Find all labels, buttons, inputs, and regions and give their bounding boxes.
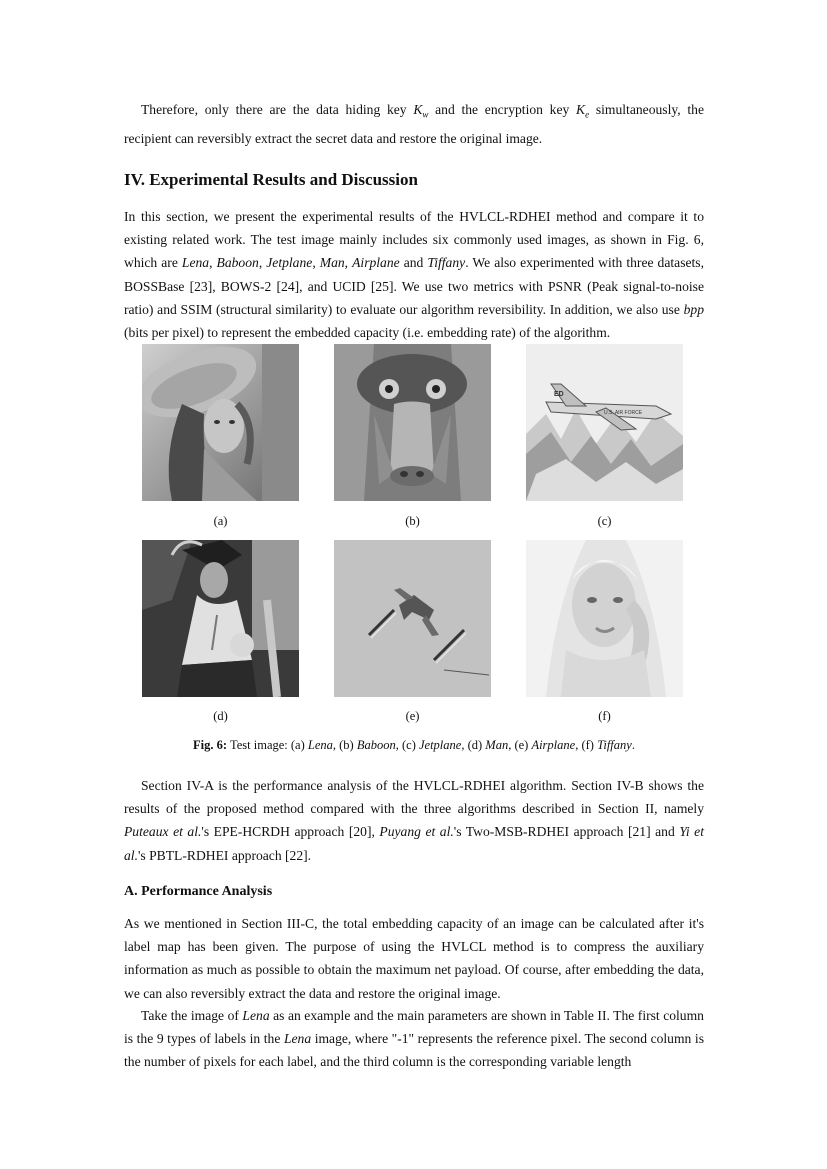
caption-airplane: Airplane [531, 738, 576, 752]
p2-puyang: Puyang et al. [379, 824, 454, 840]
caption-label: Fig. 6: [193, 738, 228, 752]
subsectionA-paragraph2-block [124, 1004, 704, 1074]
test-image-baboon [334, 344, 491, 501]
key-kw-sub: w [422, 109, 429, 120]
p1-and: and [399, 255, 428, 271]
p1-text-c: (bits per pixel) to represent the embedded capacity (i.e. embedding rate) of the algorithm. [124, 325, 611, 341]
p2-yi: Yi et al. [124, 824, 704, 863]
caption-text-5: (e) [511, 738, 532, 752]
section-heading-iv: IV. Experimental Results and Discussion [124, 170, 418, 189]
sublabel-c: (c) [597, 514, 612, 528]
intro-paragraph [124, 98, 704, 150]
caption-baboon: Baboon [356, 738, 396, 752]
p2-puteaux: Puteaux et al. [124, 824, 202, 840]
p1-lena: Lena [181, 255, 210, 271]
caption-text-4: , (d) [461, 738, 486, 752]
subsectionA-paragraph1-block [124, 912, 704, 1005]
p1-jetplane: Jetplane [266, 255, 313, 271]
a2-lena: Lena [242, 1008, 270, 1023]
test-image-lena [142, 344, 299, 501]
p1-text-b: . We also experimented with three datasets, BOSSBase [23], BOWS-2 [24], and UCID [25]. We use two metrics with PSNR (Peak signal-to-noise ratio) and SSIM (structural similarity) to evaluate our algorithm reversibility. In addition, we also use [124, 255, 704, 317]
test-image-airplane [334, 540, 491, 697]
figure-6 [124, 344, 704, 724]
p2-text-d: 's PBTL-RDHEI approach [22]. [137, 847, 312, 863]
a2-text-c: image, where "-1" represents the reference pixel. The second column is the number of pixels for each label, and the third column is the corresponding variable length [124, 1031, 704, 1070]
caption-text-3: , (c) [395, 738, 419, 752]
jetplane-image-icon [526, 344, 683, 501]
a2-text-a: Take the image of [141, 1008, 243, 1023]
sublabel-a: (a) [213, 514, 228, 528]
p1-man: Man [319, 255, 345, 271]
section4-paragraph1 [124, 205, 704, 344]
test-image-tiffany [526, 540, 683, 697]
sublabel-b: (b) [405, 514, 420, 528]
sublabel-e: (e) [405, 709, 420, 723]
subsection-heading-a: A. Performance Analysis [124, 884, 273, 899]
p1-airplane: Airplane [352, 255, 400, 271]
key-kw: K [413, 102, 423, 117]
test-image-man [142, 540, 299, 697]
airplane-image-icon [334, 540, 491, 697]
section4-paragraph2-block [124, 774, 704, 867]
p1-text-a: In this section, we present the experimental results of the HVLCL-RDHEI method and compare it to existing related work. The test image mainly includes six commonly used images, as shown in Fig. 6, which are [124, 209, 704, 271]
plane-text: U.S. AIR FORCE [604, 410, 643, 416]
tiffany-image-icon [526, 540, 683, 697]
caption-text-1: Test image: (a) [227, 738, 308, 752]
p1-baboon: Baboon [216, 255, 259, 271]
caption-text-2: , (b) [332, 738, 357, 752]
caption-text-6: , (f) [575, 738, 598, 752]
intro-text-1: Therefore, only there are the data hiding key [141, 102, 414, 117]
section4-paragraph2 [124, 774, 704, 867]
caption-man: Man, [485, 738, 512, 752]
subsectionA-paragraph1: As we mentioned in Section III-C, the total embedding capacity of an image can be calculated after it's label map has been given. The purpose of using the HVLCL method is to compress the auxiliary information as much as possible to obtain the maximum net payload. Of course, after embedding the data, we can also reversibly extract the data and restore the original image. [124, 916, 704, 1001]
p2-text-a: Section IV-A is the performance analysis of the HVLCL-RDHEI algorithm. Section IV-B shows the results of the proposed method compared with the three algorithms described in Section II, namely [124, 778, 704, 817]
p2-text-b: 's EPE-HCRDH approach [20], [201, 824, 380, 840]
sublabel-f: (f) [598, 709, 611, 723]
figure-6-caption [124, 738, 704, 753]
p1-sep4: , [344, 255, 353, 271]
key-ke: K [576, 102, 586, 117]
a2-lena2: Lena [283, 1031, 312, 1047]
p1-tiffany: Tiffany [427, 255, 466, 271]
plane-tail-text: ED [554, 391, 564, 398]
test-image-jetplane [526, 344, 683, 501]
intro-text-3: simultaneously, the recipient can reversibly extract the secret data and restore the original image. [124, 102, 704, 146]
p2-text-c: 's Two-MSB-RDHEI approach [21] and [453, 824, 680, 840]
caption-end: . [631, 738, 635, 752]
caption-jetplane: Jetplane [418, 738, 462, 752]
section4-paragraph1-block [124, 205, 704, 344]
key-ke-sub: e [585, 109, 590, 120]
sublabel-d: (d) [213, 709, 228, 723]
p1-sep2: , [258, 255, 267, 271]
p1-sep3: , [312, 255, 320, 271]
p1-sep1: , [209, 255, 217, 271]
man-image-icon [142, 540, 299, 697]
caption-tiffany: Tiffany [597, 738, 632, 752]
lena-image-icon [142, 344, 299, 501]
p1-bpp: bpp [683, 301, 704, 317]
baboon-image-icon [334, 344, 491, 501]
caption-lena: Lena [307, 738, 333, 752]
a2-text-b: as an example and the main parameters are shown in Table II. The first column is the 9 types of labels in the [124, 1008, 704, 1047]
subsectionA-paragraph2 [124, 1004, 704, 1074]
intro-text-2: and the encryption key [428, 102, 577, 117]
intro-paragraph-block [124, 98, 704, 150]
